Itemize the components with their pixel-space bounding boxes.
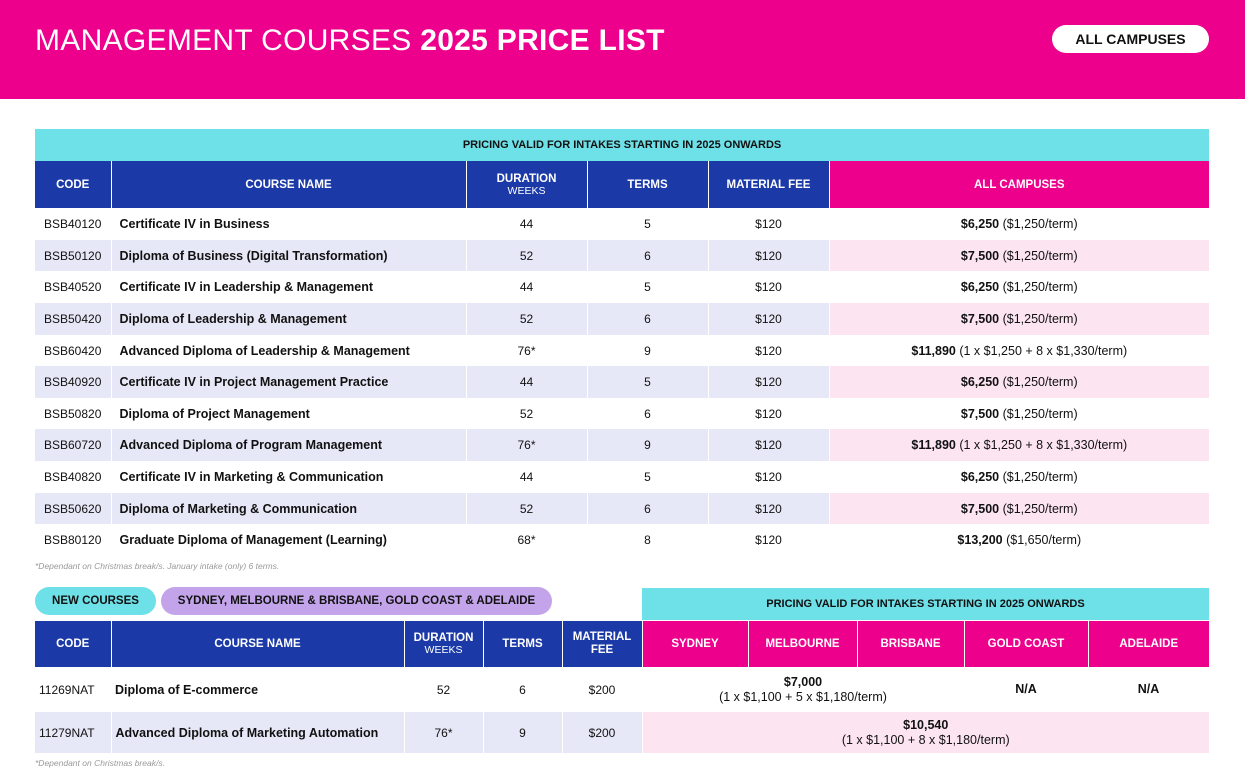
pricing-banner-new: PRICING VALID FOR INTAKES STARTING IN 2025 ONWARDS [642, 588, 1209, 620]
course-material-fee: $200 [588, 682, 616, 697]
course-code: BSB80120 [35, 524, 111, 556]
table-row [35, 429, 1209, 461]
course-price [829, 524, 1209, 556]
course-duration: 52 [436, 682, 451, 697]
course-price [829, 208, 1209, 240]
footnote-new: *Dependant on Christmas break/s. [35, 758, 165, 768]
page-header [0, 0, 1245, 99]
pricing-banner: PRICING VALID FOR INTAKES STARTING IN 2025 ONWARDS [35, 129, 1209, 161]
col-header-terms: TERMS [587, 161, 708, 208]
course-price [642, 712, 1209, 753]
table-row [35, 335, 1209, 366]
course-name: Certificate IV in Project Management Practice [111, 366, 466, 398]
course-code: BSB40120 [35, 208, 111, 240]
course-price-detail: ($1,650/term) [1002, 533, 1082, 547]
new-col-header-course-name: COURSE NAME [111, 621, 404, 667]
page-title [35, 24, 665, 58]
course-price-total: $6,250 [960, 470, 1000, 484]
course-price [642, 667, 964, 712]
course-terms: 5 [587, 271, 708, 303]
course-material-fee: $120 [708, 461, 829, 493]
course-price-adelaide: N/A [1137, 682, 1160, 696]
course-material-fee: $120 [708, 271, 829, 303]
col-header-duration-label: DURATION [496, 172, 557, 185]
course-terms: 5 [587, 366, 708, 398]
course-code: BSB50420 [35, 303, 111, 335]
course-duration: 52 [466, 493, 587, 524]
course-code: 11269NAT [39, 682, 95, 697]
course-code: BSB40920 [35, 366, 111, 398]
course-price-total: $7,500 [960, 312, 1000, 326]
course-price-total: $7,500 [960, 248, 1000, 263]
course-terms: 6 [587, 303, 708, 335]
table-row [35, 493, 1209, 524]
course-price-detail: ($1,250/term) [999, 501, 1078, 516]
course-price-total: $7,500 [960, 501, 1000, 516]
course-price-total: $11,890 [911, 438, 956, 452]
course-code: BSB60720 [35, 429, 111, 461]
course-name: Advanced Diploma of Leadership & Management [111, 335, 466, 366]
new-col-header-brisbane: BRISBANE [857, 621, 964, 667]
course-price-detail: (1 x $1,100 + 8 x $1,180/term) [841, 732, 1010, 747]
course-material-fee: $120 [708, 524, 829, 556]
course-price-total: $6,250 [960, 375, 1000, 389]
course-material-fee: $120 [708, 303, 829, 335]
course-terms: 9 [587, 335, 708, 366]
new-courses-badge: NEW COURSES [35, 587, 156, 615]
new-col-header-code: CODE [35, 621, 111, 667]
table-row [35, 524, 1209, 556]
course-material-fee: $120 [708, 493, 829, 524]
course-material-fee: $120 [708, 208, 829, 240]
course-price-detail: ($1,250/term) [999, 280, 1078, 294]
new-col-header-sydney: SYDNEY [642, 621, 748, 667]
new-col-header-duration-sub: WEEKS [424, 644, 463, 656]
course-price [829, 493, 1209, 524]
course-duration: 44 [466, 271, 587, 303]
course-duration: 76* [466, 335, 587, 366]
new-col-header-duration [404, 621, 483, 667]
table-row [35, 667, 1209, 712]
course-code: BSB40520 [35, 271, 111, 303]
course-terms: 9 [587, 429, 708, 461]
course-duration: 44 [466, 208, 587, 240]
new-col-header-melbourne: MELBOURNE [748, 621, 857, 667]
course-price-total: $11,890 [911, 343, 956, 358]
course-duration: 44 [466, 461, 587, 493]
course-name: Advanced Diploma of Program Management [111, 429, 466, 461]
course-duration: 52 [466, 303, 587, 335]
course-code: BSB60420 [35, 335, 111, 366]
course-code: BSB50620 [35, 493, 111, 524]
course-price [829, 461, 1209, 493]
course-code: BSB40820 [35, 461, 111, 493]
course-duration: 52 [466, 398, 587, 429]
course-price [829, 240, 1209, 271]
course-terms: 6 [587, 493, 708, 524]
course-material-fee: $120 [708, 429, 829, 461]
col-header-course-name: COURSE NAME [111, 161, 466, 208]
course-duration: 68* [466, 524, 587, 556]
course-price [829, 429, 1209, 461]
course-price-detail: ($1,250/term) [999, 470, 1078, 484]
course-name: Diploma of Marketing & Communication [111, 493, 466, 524]
course-terms: 5 [587, 461, 708, 493]
new-col-header-duration-label: DURATION [413, 632, 474, 644]
page-title-light: MANAGEMENT COURSES [35, 24, 421, 57]
col-header-material-fee: MATERIAL FEE [708, 161, 829, 208]
course-duration: 76* [466, 429, 587, 461]
course-price-total: $7,000 [783, 674, 823, 689]
course-code: BSB50120 [35, 240, 111, 271]
course-price [829, 366, 1209, 398]
table-row [35, 303, 1209, 335]
col-header-code: CODE [35, 161, 111, 208]
course-price-detail: ($1,250/term) [999, 312, 1078, 326]
course-name: Diploma of E-commerce [115, 682, 259, 697]
course-price-detail: ($1,250/term) [999, 375, 1078, 389]
course-terms: 6 [587, 240, 708, 271]
course-price-detail: ($1,250/term) [999, 248, 1078, 263]
course-price-gold-coast: N/A [1015, 682, 1037, 696]
course-price-total: $7,500 [960, 406, 1000, 421]
table-row [35, 712, 1209, 753]
table-row [35, 208, 1209, 240]
course-price-total: $10,540 [903, 717, 949, 732]
footnote-main: *Dependant on Christmas break/s. January intake (only) 6 terms. [35, 561, 280, 571]
course-terms: 9 [483, 712, 562, 753]
all-campuses-badge: ALL CAMPUSES [1052, 25, 1209, 53]
course-price [829, 303, 1209, 335]
course-name: Certificate IV in Leadership & Management [111, 271, 466, 303]
course-price [829, 398, 1209, 429]
course-terms: 6 [587, 398, 708, 429]
col-header-all-campuses: ALL CAMPUSES [829, 161, 1209, 208]
col-header-duration [466, 161, 587, 208]
col-header-duration-sub: WEEKS [507, 184, 546, 197]
course-code: BSB50820 [35, 398, 111, 429]
course-name: Diploma of Leadership & Management [111, 303, 466, 335]
course-price-detail: (1 x $1,250 + 8 x $1,330/term) [955, 343, 1128, 358]
table-row [35, 240, 1209, 271]
course-code: 11279NAT [35, 712, 111, 753]
course-price [829, 335, 1209, 366]
course-material-fee: $200 [562, 712, 642, 753]
course-material-fee: $120 [708, 366, 829, 398]
course-price-total: $6,250 [960, 280, 1000, 294]
course-material-fee: $120 [708, 335, 829, 366]
course-name: Diploma of Business (Digital Transformation) [111, 240, 466, 271]
new-col-header-adelaide: ADELAIDE [1088, 621, 1209, 667]
course-duration: 76* [404, 712, 483, 753]
course-material-fee: $120 [708, 398, 829, 429]
course-price-detail: (1 x $1,100 + 5 x $1,180/term) [719, 689, 887, 704]
course-duration: 52 [466, 240, 587, 271]
course-terms: 6 [519, 682, 526, 697]
course-price-total: $6,250 [960, 217, 1000, 231]
course-terms: 8 [587, 524, 708, 556]
table-row [35, 366, 1209, 398]
table-row [35, 398, 1209, 429]
course-name: Graduate Diploma of Management (Learning) [111, 524, 466, 556]
course-duration: 44 [466, 366, 587, 398]
price-table-new [35, 621, 1209, 753]
campus-cities-badge: SYDNEY, MELBOURNE & BRISBANE, GOLD COAST & ADELAIDE [161, 587, 552, 615]
table-row [35, 461, 1209, 493]
course-name: Advanced Diploma of Marketing Automation [111, 712, 404, 753]
page-title-bold: 2025 PRICE LIST [420, 24, 665, 57]
course-price-detail: ($1,250/term) [999, 406, 1078, 421]
course-terms: 5 [587, 208, 708, 240]
course-price-detail: ($1,250/term) [999, 217, 1078, 231]
course-price [829, 271, 1209, 303]
course-name: Diploma of Project Management [111, 398, 466, 429]
course-name: Certificate IV in Marketing & Communication [111, 461, 466, 493]
course-price-detail: (1 x $1,250 + 8 x $1,330/term) [955, 438, 1128, 452]
course-name: Certificate IV in Business [111, 208, 466, 240]
course-price-total: $13,200 [957, 533, 1003, 547]
course-material-fee: $120 [708, 240, 829, 271]
new-col-header-terms: TERMS [483, 621, 562, 667]
table-row [35, 271, 1209, 303]
new-col-header-material-fee: MATERIAL FEE [562, 621, 642, 667]
price-table-main [35, 129, 1209, 556]
price-table-body [35, 208, 1209, 556]
new-col-header-gold-coast: GOLD COAST [964, 621, 1088, 667]
